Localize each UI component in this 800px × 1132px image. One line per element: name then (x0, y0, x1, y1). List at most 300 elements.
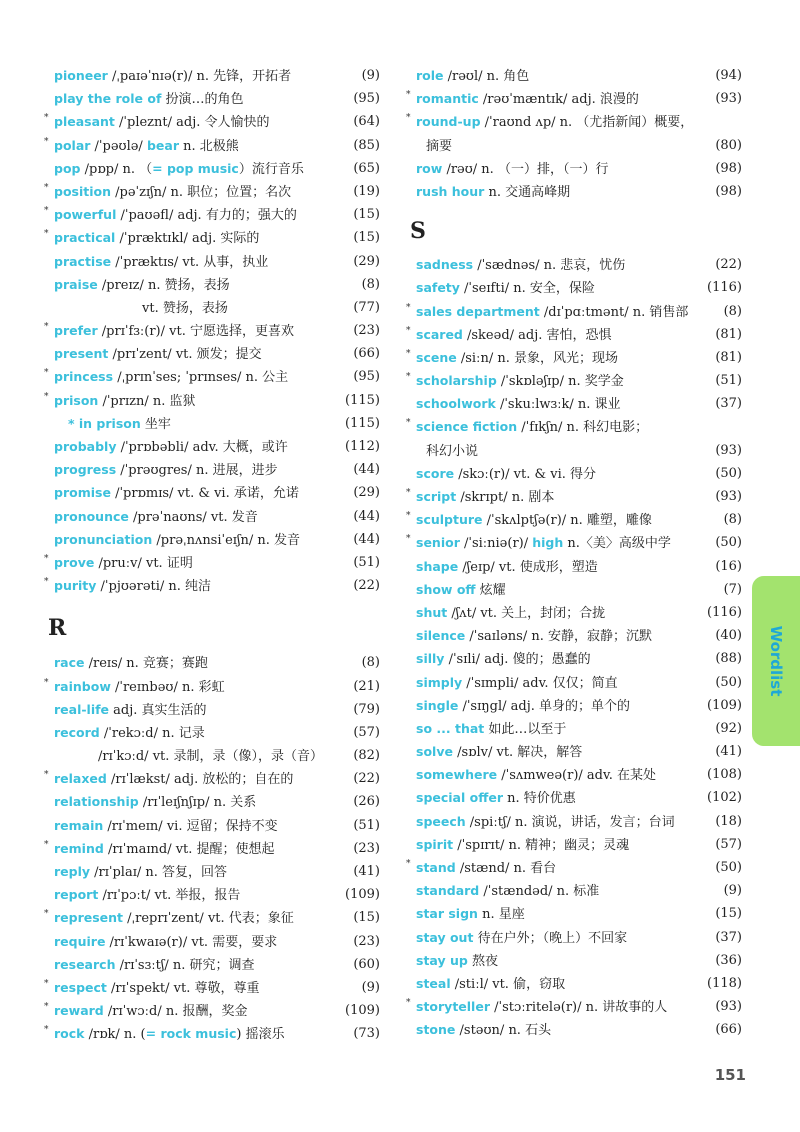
entry-page-ref: (15) (715, 906, 742, 922)
word-entry (44, 412, 380, 435)
entry-definition: /ˈfɪkʃn/ n. 科幻电影； (517, 420, 649, 436)
entry-page-ref: (22) (353, 578, 380, 594)
word-entry (44, 180, 380, 203)
entry-headword-secondary: bear (146, 137, 179, 153)
entry-headword: scholarship (416, 373, 497, 389)
entry-page-ref: (15) (353, 230, 380, 246)
entry-page-ref: (37) (715, 396, 742, 412)
entry-page-ref: (44) (353, 531, 380, 547)
word-entry (44, 458, 380, 481)
entry-definition: /rɪˈkwaɪə(r)/ vt. 需要，要求 (105, 934, 278, 950)
word-entry (406, 601, 742, 624)
star-marker-icon: * (44, 322, 49, 333)
entry-page-ref: (95) (353, 369, 380, 385)
entry-definition: /ˈpəʊlə/ (90, 138, 147, 154)
entry-definition: /pruːv/ vt. 证明 (94, 555, 193, 571)
letter-heading: R (48, 615, 67, 642)
entry-definition: /ˈskuːlwɜːk/ n. 课业 (495, 397, 621, 413)
entry-headword: scene (416, 349, 457, 365)
star-marker-icon: * (44, 206, 49, 217)
entry-page-ref: (29) (353, 253, 380, 269)
word-entry (44, 296, 380, 319)
entry-page-ref: (22) (715, 257, 742, 273)
word-entry (406, 253, 742, 276)
entry-definition: /ˈpræktɪs/ vt. 从事，执业 (111, 254, 269, 270)
entry-headword: shut (416, 604, 448, 620)
star-marker-icon: * (44, 677, 49, 688)
entry-headword: real-life (54, 701, 110, 717)
entry-page-ref: (65) (353, 160, 380, 176)
entry-page-ref: (16) (715, 558, 742, 574)
entry-definition: /ˌpaɪəˈnɪə(r)/ n. 先锋，开拓者 (107, 69, 292, 84)
entry-headword: purity (54, 578, 97, 594)
entry-definition: /ˈprəʊgres/ n. 进展，进步 (116, 463, 278, 479)
entry-headword: romantic (416, 91, 479, 107)
word-entry (406, 508, 742, 531)
star-marker-icon: * (44, 839, 49, 850)
entry-definition: n. 交通高峰期 (484, 184, 571, 200)
word-entry (406, 671, 742, 694)
word-entry (44, 435, 380, 458)
entry-definition: /stiːl/ vt. 偷，窃取 (450, 976, 566, 992)
star-marker-icon: * (406, 534, 411, 545)
entry-definition: /rɪˈwɔːd/ n. 报酬，奖金 (103, 1004, 248, 1020)
entry-headword: script (416, 489, 457, 504)
entry-definition: /sɒlv/ vt. 解决，解答 (452, 745, 583, 761)
entry-page-ref: (109) (345, 1003, 380, 1019)
word-entry (44, 790, 380, 813)
entry-headword: race (54, 655, 85, 671)
entry-headword: sadness (416, 257, 474, 273)
entry-definition: /rəʊl/ n. 角色 (443, 69, 530, 84)
word-entry (44, 505, 380, 528)
word-entry (44, 1022, 380, 1045)
entry-definition: /ˈprɒmɪs/ vt. & vi. 承诺，允诺 (110, 486, 299, 502)
word-entry (44, 744, 380, 767)
word-entry (44, 999, 380, 1022)
entry-definition: /ˈskʌlptʃə(r)/ n. 雕塑，雕像 (482, 513, 652, 529)
entry-headword: remind (54, 840, 104, 856)
word-entry (44, 365, 380, 388)
entry-headword: silly (416, 651, 445, 667)
entry-definition: 科幻小说 (426, 443, 479, 459)
entry-definition: /rɪˈmaɪnd/ vt. 提醒；使想起 (103, 841, 275, 857)
entry-page-ref: (60) (353, 956, 380, 972)
entry-page-ref: (115) (345, 415, 380, 431)
entry-definition: /ʃeɪp/ vt. 使成形，塑造 (458, 559, 598, 575)
entry-definition: /prəˌnʌnsiˈeɪʃn/ n. 发音 (152, 532, 300, 548)
entry-headword: record (54, 724, 100, 740)
entry-page-ref: (93) (715, 489, 742, 504)
word-entry (406, 415, 742, 438)
word-entry (406, 833, 742, 856)
word-entry (406, 879, 742, 902)
word-entry (406, 157, 742, 180)
entry-headword: practical (54, 230, 116, 246)
entry-definition: /reɪs/ n. 竞赛；赛跑 (84, 656, 208, 672)
entry-headword: sculpture (416, 512, 483, 528)
word-entry (44, 226, 380, 249)
entry-definition: /rəʊˈmæntɪk/ adj. 浪漫的 (478, 92, 639, 108)
entry-definition: /rɪˈplaɪ/ n. 答复，回答 (90, 865, 228, 880)
word-entry (44, 528, 380, 551)
entry-definition: /ˈpaʊəfl/ adj. 有力的；强大的 (116, 208, 297, 224)
entry-definition: /stænd/ n. 看台 (455, 861, 557, 876)
entry-page-ref: (22) (353, 771, 380, 787)
entry-page-ref: (44) (353, 462, 380, 478)
star-marker-icon: * (44, 113, 49, 124)
word-entry (44, 930, 380, 953)
entry-page-ref: (93) (715, 999, 742, 1015)
entry-headword: require (54, 933, 106, 949)
entry-headword: relationship (54, 794, 139, 810)
entry-headword: storyteller (416, 999, 490, 1015)
word-entry (44, 342, 380, 365)
entry-definition: /ˈstɔːritelə(r)/ n. 讲故事的人 (489, 1000, 668, 1016)
entry-headword: science fiction (416, 419, 518, 435)
star-marker-icon: * (406, 998, 411, 1009)
entry-definition: /ˌprɪnˈses; ˈprɪnses/ n. 公主 (113, 370, 289, 386)
entry-headword: rainbow (54, 678, 111, 694)
entry-page-ref: (18) (715, 813, 742, 829)
entry-page-ref: (102) (707, 790, 742, 806)
word-entry (44, 481, 380, 504)
entry-page-ref: (40) (715, 628, 742, 644)
entry-headword: solve (416, 744, 453, 760)
entry-headword: standard (416, 883, 480, 899)
entry-headword: remain (54, 817, 104, 833)
entry-definition: /rɪˈkɔːd/ vt. 录制，录（像），录（音） (98, 749, 324, 765)
entry-definition-continued: ）流行音乐 (238, 161, 304, 177)
word-entry (406, 392, 742, 415)
entry-page-ref: (66) (715, 1022, 742, 1038)
wordlist-side-tab[interactable] (752, 576, 800, 746)
entry-definition: 扮演…的角色 (161, 92, 244, 108)
entry-definition: 如此…以至于 (484, 721, 567, 737)
entry-headword: stay out (416, 929, 474, 945)
entry-definition: /skɔː(r)/ vt. & vi. 得分 (454, 466, 596, 482)
entry-headword: scared (416, 326, 463, 342)
entry-page-ref: (8) (361, 655, 380, 671)
entry-headword: silence (416, 628, 466, 644)
word-entry (44, 698, 380, 721)
entry-definition: /rɪˈlækst/ adj. 放松的；自在的 (106, 772, 294, 788)
entry-page-ref: (51) (353, 554, 380, 570)
entry-page-ref: (8) (723, 303, 742, 319)
entry-page-ref: (115) (345, 392, 380, 408)
entry-definition: /preɪz/ n. 赞扬，表扬 (97, 277, 230, 293)
entry-headword-secondary: = rock music (145, 1026, 237, 1042)
entry-definition: /prɪˈfɜː(r)/ vt. 宁愿选择，更喜欢 (97, 324, 294, 340)
entry-definition: /ˈraʊnd ʌp/ n. （尤指新闻）概要， (480, 115, 694, 131)
entry-definition: /pɒp/ n. （ (80, 161, 153, 177)
entry-headword: show off (416, 581, 476, 597)
entry-page-ref: (98) (715, 160, 742, 176)
word-entry (44, 814, 380, 837)
word-entry (44, 203, 380, 226)
word-entry (406, 300, 742, 323)
entry-headword: prison (54, 392, 99, 408)
word-entry (406, 439, 742, 462)
entry-definition: 炫耀 (475, 582, 506, 598)
entry-headword: stay up (416, 952, 468, 968)
entry-definition: n. 星座 (477, 907, 525, 923)
entry-definition: /ˈpleznt/ adj. 令人愉快的 (114, 115, 270, 131)
word-entry (44, 250, 380, 273)
entry-page-ref: (57) (353, 724, 380, 740)
entry-headword: pioneer (54, 68, 108, 83)
entry-headword: special offer (416, 790, 503, 806)
entry-page-ref: (44) (353, 508, 380, 524)
entry-definition: /ˈsaɪləns/ n. 安静，寂静；沉默 (465, 629, 652, 645)
word-entry (44, 651, 380, 674)
entry-definition: /siːn/ n. 景象，风光；现场 (456, 350, 618, 366)
entry-headword: score (416, 465, 455, 481)
entry-page-ref: (41) (353, 864, 380, 879)
entry-page-ref: (108) (707, 767, 742, 783)
word-entry (406, 462, 742, 485)
star-marker-icon: * (406, 90, 411, 101)
word-entry (44, 767, 380, 790)
word-entry (406, 531, 742, 554)
entry-headword: simply (416, 674, 463, 690)
word-entry (44, 157, 380, 180)
word-entry (406, 624, 742, 647)
entry-page-ref: (23) (353, 323, 380, 339)
entry-definition: /ˈprɒbəbli/ adv. 大概，或许 (116, 440, 288, 455)
entry-page-ref: (26) (353, 794, 380, 810)
word-entry (406, 555, 742, 578)
entry-page-ref: (94) (715, 68, 742, 83)
entry-page-ref: (7) (723, 581, 742, 597)
entry-page-ref: (118) (707, 975, 742, 991)
entry-definition: /prəˈnaʊns/ vt. 发音 (128, 509, 258, 525)
entry-page-ref: (51) (715, 373, 742, 389)
star-marker-icon: * (44, 978, 49, 989)
entry-headword: spirit (416, 836, 454, 852)
word-entry (406, 369, 742, 392)
word-entry (406, 810, 742, 833)
entry-definition: /ˈsiːniə(r)/ (459, 536, 533, 552)
entry-page-ref: (37) (715, 929, 742, 945)
word-entry (44, 837, 380, 860)
entry-headword: pleasant (54, 114, 115, 130)
entry-page-ref: (81) (715, 349, 742, 365)
entry-headword: single (416, 697, 459, 713)
word-entry (406, 786, 742, 809)
word-entry (406, 87, 742, 110)
star-marker-icon: * (44, 770, 49, 781)
word-entry (44, 675, 380, 698)
entry-definition: /ˈreɪnbəʊ/ n. 彩虹 (110, 679, 225, 695)
entry-headword: report (54, 887, 99, 903)
entry-page-ref: (15) (353, 207, 380, 223)
entry-page-ref: (79) (353, 701, 380, 717)
entry-page-ref: (66) (353, 346, 380, 362)
entry-headword: rock (54, 1026, 85, 1042)
entry-page-ref: (80) (715, 137, 742, 153)
entry-definition: /dɪˈpɑːtmənt/ n. 销售部 (539, 304, 689, 320)
entry-page-ref: (29) (353, 485, 380, 501)
word-entry (406, 972, 742, 995)
entry-headword: senior (416, 535, 460, 551)
entry-headword: stone (416, 1022, 456, 1038)
entry-headword: prefer (54, 323, 98, 339)
star-marker-icon: * (44, 182, 49, 193)
entry-definition-continued: n.〈美〉高级中学 (563, 536, 671, 552)
entry-page-ref: (41) (715, 744, 742, 760)
entry-page-ref: (93) (715, 91, 742, 107)
word-entry (44, 976, 380, 999)
entry-headword: research (54, 956, 116, 972)
entry-definition: /ˈseɪfti/ n. 安全，保险 (459, 281, 595, 297)
word-entry (44, 389, 380, 412)
letter-heading: S (410, 218, 426, 245)
entry-definition: /ˈprɪzn/ n. 监狱 (98, 393, 196, 409)
wordlist-right-column (406, 64, 742, 1042)
entry-definition: /ˈsædnəs/ n. 悲哀，忧伤 (473, 258, 626, 274)
entry-definition: /pəˈzɪʃn/ n. 职位；位置；名次 (111, 184, 292, 200)
word-entry (44, 273, 380, 296)
entry-headword: relaxed (54, 771, 107, 787)
entry-headword: reply (54, 864, 91, 879)
star-marker-icon: * (44, 368, 49, 379)
entry-page-ref: (23) (353, 840, 380, 856)
star-marker-icon: * (44, 136, 49, 147)
entry-page-ref: (109) (345, 887, 380, 903)
entry-headword: represent (54, 910, 124, 926)
star-marker-icon: * (406, 372, 411, 383)
entry-page-ref: (51) (353, 817, 380, 833)
word-entry (44, 574, 380, 597)
entry-headword-secondary: = pop music (152, 160, 239, 176)
entry-headword: pop (54, 160, 81, 176)
entry-definition: 熬夜 (467, 953, 498, 969)
entry-headword: praise (54, 276, 98, 292)
entry-headword: respect (54, 979, 107, 995)
entry-definition: /rɪˈspekt/ vt. 尊敬，尊重 (106, 980, 260, 996)
entry-page-ref: (36) (715, 952, 742, 968)
word-entry (44, 319, 380, 342)
page-number: 151 (714, 1066, 746, 1084)
entry-headword: rush hour (416, 183, 485, 199)
star-marker-icon: * (44, 1025, 49, 1036)
star-marker-icon: * (44, 577, 49, 588)
word-entry (44, 64, 380, 87)
word-entry (406, 647, 742, 670)
entry-page-ref: (64) (353, 114, 380, 130)
entry-headword: princess (54, 369, 114, 385)
entry-definition: /ˈrekɔːd/ n. 记录 (99, 725, 205, 741)
star-marker-icon: * (406, 488, 411, 498)
entry-page-ref: (92) (715, 720, 742, 736)
entry-page-ref: (82) (353, 748, 380, 764)
word-entry (44, 110, 380, 133)
entry-page-ref: (50) (715, 674, 742, 690)
word-entry (406, 694, 742, 717)
entry-page-ref: (50) (715, 860, 742, 875)
entry-page-ref: (8) (361, 276, 380, 292)
entry-headword: polar (54, 137, 91, 153)
entry-page-ref: (116) (707, 604, 742, 620)
star-marker-icon: * (44, 553, 49, 564)
wordlist-left-column (44, 64, 380, 1046)
entry-headword: schoolwork (416, 396, 496, 412)
word-entry (44, 721, 380, 744)
word-entry (406, 995, 742, 1018)
entry-definition: /ˈstændəd/ n. 标准 (479, 884, 600, 900)
word-entry (406, 926, 742, 949)
entry-definition-continued: ) 摇滚乐 (236, 1027, 285, 1043)
entry-definition: /ˈpjʊərəti/ n. 纯洁 (96, 579, 212, 595)
entry-headword-secondary: high (532, 535, 564, 551)
entry-definition: /ˈpræktɪkl/ adj. 实际的 (115, 231, 260, 247)
entry-page-ref: (21) (353, 678, 380, 694)
star-marker-icon: * (44, 909, 49, 920)
star-marker-icon: * (44, 391, 49, 402)
word-entry (406, 578, 742, 601)
entry-page-ref: (109) (707, 697, 742, 713)
entry-headword: round-up (416, 114, 481, 130)
entry-headword: pronounce (54, 508, 129, 524)
entry-headword: so ... that (416, 720, 485, 736)
word-entry (406, 110, 742, 133)
word-entry (406, 902, 742, 925)
entry-headword: stand (416, 860, 456, 875)
entry-definition: /ʃʌt/ vt. 关上，封闭；合拢 (447, 605, 606, 621)
entry-headword: probably (54, 439, 117, 454)
entry-definition: /ˌreprɪˈzent/ vt. 代表；象征 (123, 911, 294, 927)
entry-headword: steal (416, 975, 451, 991)
word-entry (406, 323, 742, 346)
entry-headword: position (54, 183, 112, 199)
entry-definition: /skeəd/ adj. 害怕，恐惧 (462, 327, 612, 343)
word-entry (44, 906, 380, 929)
entry-headword: practise (54, 253, 112, 269)
entry-page-ref: (93) (715, 442, 742, 458)
star-marker-icon: * (406, 348, 411, 359)
entry-definition: /ˈsɪli/ adj. 傻的；愚蠢的 (444, 652, 591, 668)
entry-definition: /ˈskɒləʃɪp/ n. 奖学金 (496, 374, 624, 390)
entry-headword: powerful (54, 207, 117, 223)
entry-definition: /ˈsʌmweə(r)/ adv. 在某处 (497, 768, 657, 784)
entry-page-ref: (73) (353, 1026, 380, 1042)
word-entry (44, 551, 380, 574)
word-entry (406, 763, 742, 786)
entry-page-ref: (50) (715, 535, 742, 551)
entry-headword: safety (416, 280, 460, 296)
entry-page-ref: (9) (361, 979, 380, 995)
word-entry (406, 856, 742, 879)
star-marker-icon: * (406, 302, 411, 313)
entry-headword: somewhere (416, 767, 498, 783)
entry-definition: /rɪˈsɜːtʃ/ n. 研究；调查 (115, 957, 255, 973)
entry-page-ref: (23) (353, 933, 380, 949)
word-entry (406, 1018, 742, 1041)
entry-definition: 摘要 (426, 138, 453, 154)
entry-page-ref: (9) (361, 68, 380, 83)
entry-definition: /skrɪpt/ n. 剧本 (456, 490, 555, 505)
side-tab-label: Wordlist (767, 625, 785, 697)
entry-headword: reward (54, 1003, 104, 1019)
entry-page-ref: (85) (353, 137, 380, 153)
entry-page-ref: (88) (715, 651, 742, 667)
entry-definition: /rɪˈmeɪn/ vi. 逗留；保持不变 (103, 818, 278, 834)
entry-definition: /rɒk/ n. ( (84, 1027, 146, 1043)
entry-headword: play the role of (54, 91, 162, 107)
star-marker-icon: * (406, 325, 411, 336)
word-entry (406, 485, 742, 508)
